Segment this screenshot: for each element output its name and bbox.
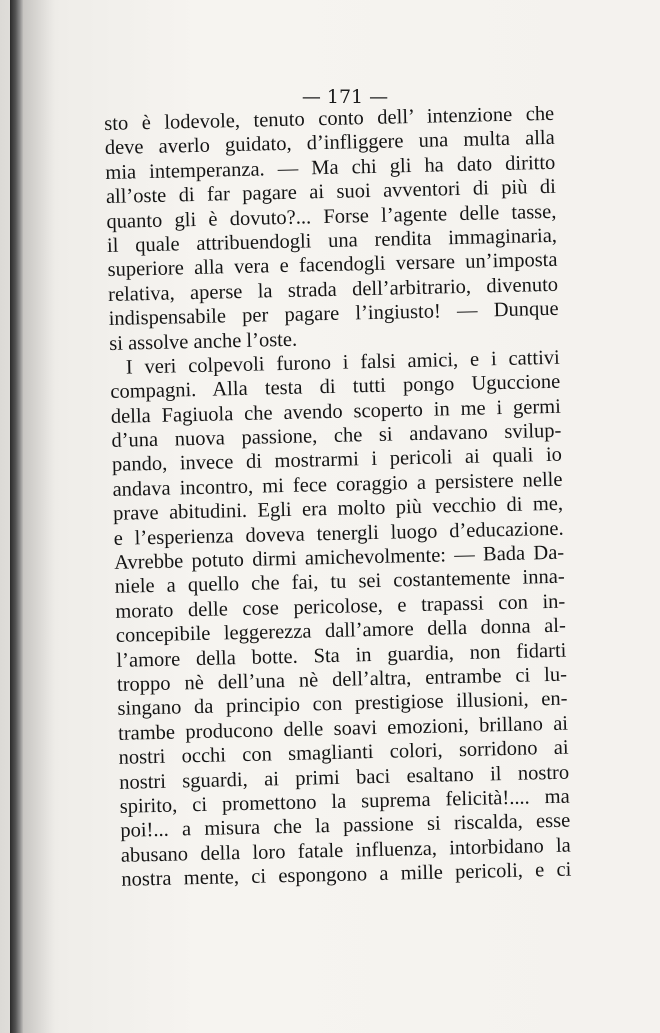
text-line: d’una nuova passione, che si andavano svilup- [111, 419, 562, 452]
text-line: indispensabile per pagare l’ingiusto! — Dunque [108, 297, 559, 331]
text-line: sto è lodevole, tenuto conto dell’ intenzione che [104, 102, 555, 135]
text-line: troppo nè dell’una nè dell’altra, entrambe ci lu- [116, 663, 568, 696]
text-line: concepibile leggerezza dall’amore della donna al- [115, 614, 567, 648]
book-spine [10, 0, 24, 1033]
text-line: deve averlo guidato, d’infliggere una multa alla [104, 127, 555, 160]
text-line: compagni. Alla testa di tutti pongo Uguccione [110, 371, 561, 404]
text-line: superiore alla vera e facendogli versare un’imposta [107, 249, 558, 282]
text-line: prave abitudini. Egli era molto più vecchio di me, [112, 492, 564, 526]
text-line: nostri sguardi, ai primi baci esaltano il nostro [118, 761, 570, 794]
text-line: all’oste di far pagare ai suoi avventori di più di [105, 175, 557, 209]
text-line: pando, invece di mostrarmi i pericoli ai quali io [111, 444, 563, 477]
text-line: I veri colpevoli furono i falsi amici, e i cattivi [125, 346, 560, 379]
text-line: niele a quello che fai, tu sei costantemente inna- [114, 566, 565, 599]
text-line: singano da principio con prestigiose illusioni, en- [117, 688, 568, 721]
text-line: abusano della loro fatale influenza, intorbidano la [120, 834, 572, 867]
text-line: relativa, aperse la strada dell’arbitrario, divenuto [107, 273, 559, 306]
text-line: nostri occhi con smaglianti colori, sorridono ai [118, 736, 569, 769]
text-line: nostra mente, ci espongono a mille pericoli, e ci [121, 858, 572, 891]
text-line: e l’esperienza doveva tenergli luogo d’educazione. [113, 517, 564, 550]
text-line: l’amore della botte. Sta in guardia, non fidarti [116, 639, 567, 672]
text-line: andava incontro, mi fece coraggio a persistere nelle [112, 468, 563, 501]
page-number: — 171 — [301, 86, 389, 108]
text-line: il quale attribuendogli una rendita immaginaria, [106, 224, 558, 257]
text-line: della Fagiuola che avendo scoperto in me i germi [110, 395, 562, 428]
spine-shadow [24, 0, 54, 1033]
text-line: quanto gli è dovuto?... Forse l’agente delle tasse, [106, 200, 557, 233]
text-line: morato delle cose pericolose, e trapassi con in- [115, 590, 566, 623]
text-line: mia intemperanza. — Ma chi gli ha dato diritto [105, 151, 556, 184]
body-text [104, 102, 572, 893]
text-line: si assolve anche l’oste. [109, 328, 298, 355]
text-line: Avrebbe potuto dirmi amichevolmente: — Bada Da- [113, 541, 565, 574]
text-line: trambe producono delle soavi emozioni, brillano ai [117, 712, 569, 745]
text-line: poi!... a misura che la passione si riscalda, esse [120, 809, 571, 843]
text-line: spirito, ci promettono la suprema felicità!.... ma [119, 785, 570, 818]
